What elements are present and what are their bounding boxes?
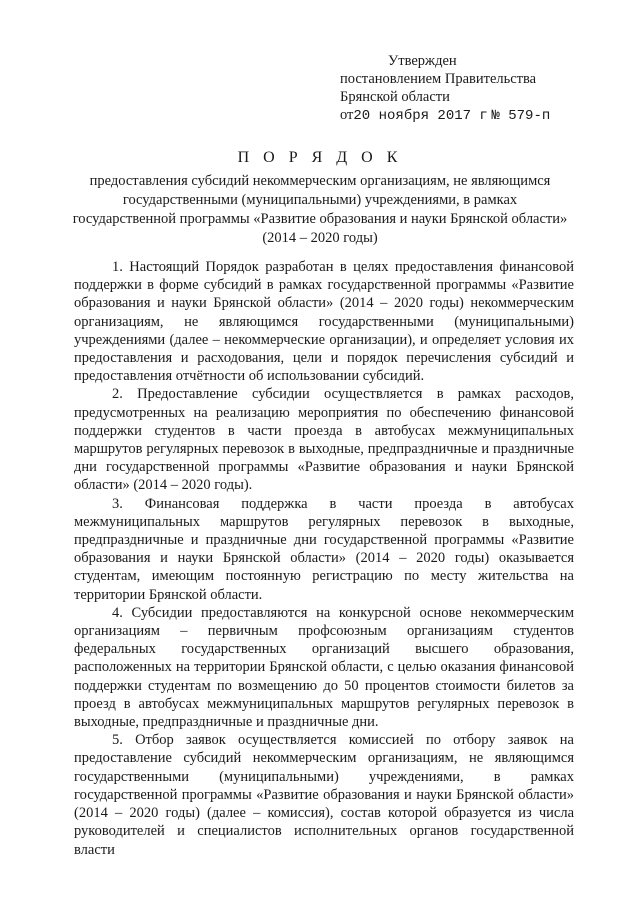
document-heading: П О Р Я Д О К — [237, 149, 403, 166]
paragraph-4: 4. Субсидии предоставляются на конкурсной основе некоммерческим организациям – первичным профсоюзным организациям студентов федеральных государственных организаций высшего образования, расположенных на территории Брянской области, с целью оказания финансовой поддержки студентам по возмещению до 50 процентов стоимости билетов за проезд в автобусах межмуниципальных маршрутов регулярных перевозок в выходные, предпраздничные и праздничные дни. — [74, 604, 574, 731]
approval-line-date-number — [340, 106, 620, 125]
approval-stamp — [340, 52, 620, 125]
document-subtitle: предоставления субсидий некоммерческим организациям, не являющимся государственными (муниципальными) учреждениями, в рамках государственной программы «Развитие образования и науки Брянской области» (2014 – 2020 годы) — [72, 173, 568, 246]
document-title-block — [70, 148, 570, 248]
paragraph-3: 3. Финансовая поддержка в части проезда в автобусах межмуниципальных маршрутов регулярных перевозок в выходные, предпраздничные и праздничные дни государственной программы «Развитие образования и науки Брянской области» (2014 – 2020 годы) оказывается студентам, имеющим постоянную регистрацию по месту жительства на территории Брянской области. — [74, 495, 574, 603]
approval-line-resolution: постановлением Правительства — [340, 71, 537, 87]
approval-number: № 579-п — [491, 108, 551, 124]
document-body — [74, 258, 574, 859]
approval-date-prefix: от — [340, 107, 354, 123]
approval-date: 20 ноября 2017 г — [353, 108, 488, 124]
paragraph-5: 5. Отбор заявок осуществляется комиссией по отбору заявок на предоставление субсидий некоммерческим организациям, не являющимся государственными (муниципальными) учреждениями, в рамках государственной программы «Развитие образования и науки Брянской области» (2014 – 2020 годы) (далее – комиссия), состав которой образуется из числа руководителей и специалистов исполнительных органов государственной власти — [74, 732, 574, 858]
approval-line-approved: Утвержден — [388, 53, 457, 69]
paragraph-2: 2. Предоставление субсидии осуществляется в рамках расходов, предусмотренных на реализацию мероприятия по обеспечению финансовой поддержки студентов в части проезда в автобусах межмуниципальных маршрутов регулярных перевозок в выходные, предпраздничные и праздничные дни государственной программы «Развитие образования и науки Брянской области» (2014 – 2020 годы). — [74, 386, 574, 494]
paragraph-1: 1. Настоящий Порядок разработан в целях предоставления финансовой поддержки в форме субсидий в рамках государственной программы «Развитие образования и науки Брянской области» (2014 – 2020 годы) некоммерческим организациям, не являющимся государственными (муниципальными) учреждениями (далее – некоммерческие организации), и определяет условия их предоставления и расходования, цели и порядок перечисления субсидий и предоставления отчётности об использовании субсидий. — [74, 259, 574, 385]
approval-line-region: Брянской области — [340, 89, 450, 105]
